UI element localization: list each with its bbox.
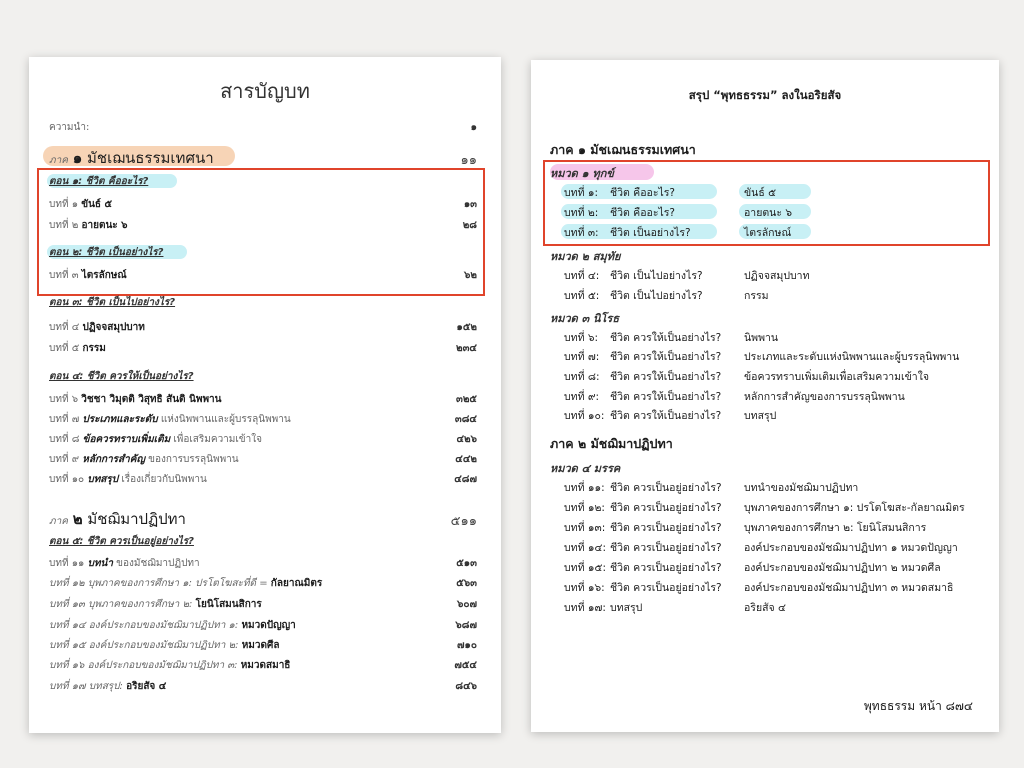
toc-section-3: ตอน ๓: ชีวิต เป็นไปอย่างไร? xyxy=(49,297,176,308)
toc-chapter-8: บทที่ ๘ ข้อควรทราบเพิ่มเติม เพื่อเสริมความเข้าใจ ๔๒๖ xyxy=(49,434,477,445)
summary-group-1: หมวด ๑ ทุกข์ xyxy=(550,167,614,180)
red-highlight-box xyxy=(543,160,990,246)
summary-row: บทที่ ๒: ชีวิต คืออะไร? อายตนะ ๖ xyxy=(564,207,792,219)
intro-label: ความนำ: xyxy=(49,122,90,133)
summary-group-3: หมวด ๓ นิโรธ xyxy=(550,312,620,325)
summary-title: สรุป “พุทธธรรม” ลงในอริยสัจ xyxy=(688,88,842,102)
summary-row: บทที่ ๑๐: ชีวิต ควรให้เป็นอย่างไร? บทสรุป xyxy=(564,410,777,422)
toc-chapter-7: บทที่ ๗ ประเภทและระดับ แห่งนิพพานและผู้บรรลุนิพพาน ๓๘๔ xyxy=(49,414,477,425)
summary-row: บทที่ ๑๔: ชีวิต ควรเป็นอยู่อย่างไร? องค์ประกอบของมัชฌิมาปฏิปทา ๑ หมวดปัญญา xyxy=(564,542,958,554)
toc-chapter-9: บทที่ ๙ หลักการสำคัญ ของการบรรลุนิพพาน ๔๔๒ xyxy=(49,454,477,465)
toc-chapter-15: บทที่ ๑๕ องค์ประกอบของมัชฌิมาปฏิปทา ๒: หมวดศีล ๗๑๐ xyxy=(49,640,477,651)
toc-chapter-12: บทที่ ๑๒ บุพภาคของการศึกษา ๑: ปรโตโฆสะที่ดี = กัลยาณมิตร ๕๖๓ xyxy=(49,578,477,589)
toc-chapter-13: บทที่ ๑๓ บุพภาคของการศึกษา ๒: โยนิโสมนสิการ ๖๐๗ xyxy=(49,599,477,610)
part-1-name: มัชเฌนธรรมเทศนา xyxy=(87,149,214,167)
toc-section-5: ตอน ๕: ชีวิต ควรเป็นอยู่อย่างไร? xyxy=(49,536,194,547)
part-2-name: มัชฌิมาปฏิปทา xyxy=(87,510,186,528)
toc-section-2: ตอน ๒: ชีวิต เป็นอย่างไร? xyxy=(49,247,164,258)
summary-row: บทที่ ๓: ชีวิต เป็นอย่างไร? ไตรลักษณ์ xyxy=(564,227,792,239)
toc-chapter-17: บทที่ ๑๗ บทสรุป: อริยสัจ ๔ ๘๔๖ xyxy=(49,681,477,692)
toc-section-4: ตอน ๔: ชีวิต ควรให้เป็นอย่างไร? xyxy=(49,371,194,382)
summary-row: บทที่ ๑๒: ชีวิต ควรเป็นอยู่อย่างไร? บุพภาคของการศึกษา ๑: ปรโตโฆสะ-กัลยาณมิตร xyxy=(564,502,965,514)
intro-page: ๑ xyxy=(470,122,477,133)
toc-section-1: ตอน ๑: ชีวิต คืออะไร? xyxy=(49,176,149,187)
summary-row: บทที่ ๖: ชีวิต ควรให้เป็นอย่างไร? นิพพาน xyxy=(564,332,779,344)
summary-row: บทที่ ๑๓: ชีวิต ควรเป็นอยู่อย่างไร? บุพภาคของการศึกษา ๒: โยนิโสมนสิการ xyxy=(564,522,927,534)
toc-chapter-3: บทที่ ๓ ไตรลักษณ์ ๖๒ xyxy=(49,270,477,281)
toc-part-2: ภาค ๒ มัชฌิมาปฏิปทา ๕๑๑ xyxy=(49,510,477,529)
summary-row: บทที่ ๙: ชีวิต ควรให้เป็นอย่างไร? หลักการสำคัญของการบรรลุนิพพาน xyxy=(564,391,905,403)
part-2-num: ๒ xyxy=(72,510,83,528)
toc-chapter-6: บทที่ ๖ วิชชา วิมุตติ วิสุทธิ สันติ นิพพาน ๓๒๕ xyxy=(49,394,477,405)
toc-chapter-4: บทที่ ๔ ปฏิจจสมุปบาท ๑๕๒ xyxy=(49,322,477,333)
toc-chapter-10: บทที่ ๑๐ บทสรุป เรื่องเกี่ยวกับนิพพาน ๔๘๗ xyxy=(49,474,477,485)
toc-chapter-11: บทที่ ๑๑ บทนำ ของมัชฌิมาปฏิปทา ๕๑๓ xyxy=(49,558,477,569)
part-1-num: ๑ xyxy=(72,149,83,167)
summary-row: บทที่ ๑: ชีวิต คืออะไร? ขันธ์ ๕ xyxy=(564,187,777,199)
summary-group-4: หมวด ๔ มรรค xyxy=(550,462,621,475)
toc-title: สารบัญบท xyxy=(220,79,310,103)
summary-row: บทที่ ๑๗: บทสรุป อริยสัจ ๔ xyxy=(564,602,786,614)
summary-row: บทที่ ๗: ชีวิต ควรให้เป็นอย่างไร? ประเภทและระดับแห่งนิพพานและผู้บรรลุนิพพาน xyxy=(564,351,960,363)
toc-part-1: ภาค ๑ มัชเฌนธรรมเทศนา ๑๑ xyxy=(49,149,477,168)
summary-page xyxy=(531,60,999,732)
part-2-page: ๕๑๑ xyxy=(450,514,477,529)
red-highlight-box xyxy=(37,168,485,296)
toc-page xyxy=(29,57,501,733)
summary-row: บทที่ ๑๕: ชีวิต ควรเป็นอยู่อย่างไร? องค์ประกอบของมัชฌิมาปฏิปทา ๒ หมวดศีล xyxy=(564,562,941,574)
toc-chapter-2: บทที่ ๒ อายตนะ ๖ ๒๘ xyxy=(49,220,477,231)
page-footer: พุทธธรรม หน้า ๘๗๔ xyxy=(863,699,973,713)
summary-group-2: หมวด ๒ สมุทัย xyxy=(550,250,621,263)
toc-chapter-1: บทที่ ๑ ขันธ์ ๕ ๑๓ xyxy=(49,199,477,210)
toc-intro-row xyxy=(49,120,477,138)
toc-chapter-14: บทที่ ๑๔ องค์ประกอบของมัชฌิมาปฏิปทา ๑: หมวดปัญญา ๖๘๗ xyxy=(49,620,477,631)
summary-part-2: ภาค ๒ มัชฌิมาปฏิปทา xyxy=(550,436,673,451)
summary-row: บทที่ ๑๖: ชีวิต ควรเป็นอยู่อย่างไร? องค์ประกอบของมัชฌิมาปฏิปทา ๓ หมวดสมาธิ xyxy=(564,582,954,594)
toc-chapter-16: บทที่ ๑๖ องค์ประกอบของมัชฌิมาปฏิปทา ๓: หมวดสมาธิ ๗๕๔ xyxy=(49,660,477,671)
summary-row: บทที่ ๔: ชีวิต เป็นไปอย่างไร? ปฏิจจสมุปบาท xyxy=(564,270,810,282)
summary-row: บทที่ ๑๑: ชีวิต ควรเป็นอยู่อย่างไร? บทนำของมัชฌิมาปฏิปทา xyxy=(564,482,859,494)
toc-chapter-5: บทที่ ๕ กรรม ๒๓๔ xyxy=(49,343,477,354)
summary-part-1: ภาค ๑ มัชเฌนธรรมเทศนา xyxy=(550,142,696,157)
summary-row: บทที่ ๘: ชีวิต ควรให้เป็นอย่างไร? ข้อควรทราบเพิ่มเติมเพื่อเสริมความเข้าใจ xyxy=(564,371,929,383)
summary-row: บทที่ ๕: ชีวิต เป็นไปอย่างไร? กรรม xyxy=(564,290,769,302)
part-1-page: ๑๑ xyxy=(460,153,477,168)
